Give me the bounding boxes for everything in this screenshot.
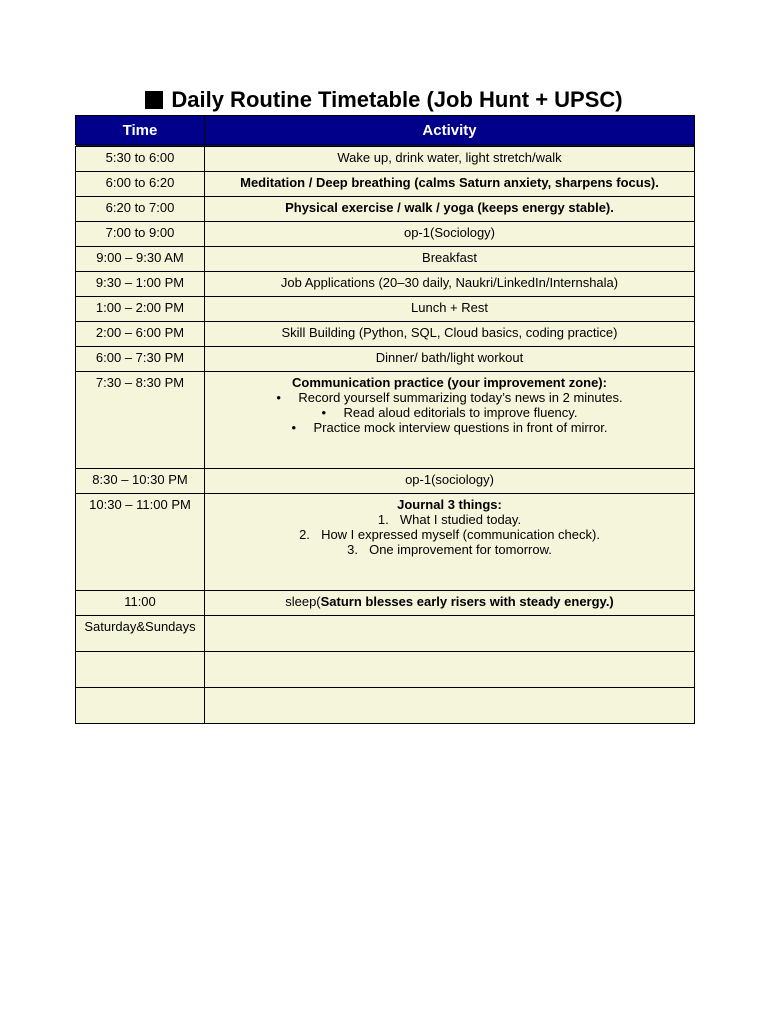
time-cell: 9:30 – 1:00 PM (76, 272, 205, 297)
activity-cell: Physical exercise / walk / yoga (keeps energy stable). (205, 197, 695, 222)
column-header-activity: Activity (205, 116, 695, 146)
table-row (76, 347, 695, 372)
activity-cell: op-1(Sociology) (205, 222, 695, 247)
activity-cell: Wake up, drink water, light stretch/walk (205, 146, 695, 172)
list-item (209, 527, 690, 542)
list-item (209, 542, 690, 557)
time-cell: 2:00 – 6:00 PM (76, 322, 205, 347)
page-title (0, 86, 768, 114)
list-item-text: Practice mock interview questions in front of mirror. (313, 420, 608, 435)
activity-cell (205, 652, 695, 688)
time-cell: 1:00 – 2:00 PM (76, 297, 205, 322)
activity-cell: Meditation / Deep breathing (calms Saturn anxiety, sharpens focus). (205, 172, 695, 197)
bullet-icon: • (321, 405, 327, 420)
list-item (209, 420, 690, 435)
activity-cell: Dinner/ bath/light workout (205, 347, 695, 372)
communication-heading: Communication practice (your improvement zone): (292, 375, 607, 390)
activity-cell: op-1(sociology) (205, 469, 695, 494)
activity-plain-text: sleep( (285, 594, 321, 609)
table-row (76, 222, 695, 247)
list-item-text: What I studied today. (399, 512, 522, 527)
time-cell (76, 688, 205, 724)
time-cell: 5:30 to 6:00 (76, 146, 205, 172)
time-cell: 8:30 – 10:30 PM (76, 469, 205, 494)
time-cell: 6:20 to 7:00 (76, 197, 205, 222)
activity-cell (205, 372, 695, 469)
activity-bold-text: Saturn blesses early risers with steady energy.) (320, 594, 614, 609)
list-item-text: Read aloud editorials to improve fluency. (343, 405, 578, 420)
list-item (209, 390, 690, 405)
time-cell: Saturday&Sundays (76, 616, 205, 652)
list-number: 3. (347, 542, 358, 557)
list-item-text: Record yourself summarizing today’s news in 2 minutes. (298, 390, 623, 405)
activity-cell (205, 494, 695, 591)
table-row (76, 197, 695, 222)
table-header-row (76, 116, 695, 146)
table-row (76, 469, 695, 494)
table-row (76, 272, 695, 297)
activity-cell: Skill Building (Python, SQL, Cloud basics, coding practice) (205, 322, 695, 347)
list-item-text: How I expressed myself (communication check). (321, 527, 600, 542)
black-square-icon (145, 91, 163, 109)
list-item (209, 405, 690, 420)
activity-cell (205, 616, 695, 652)
bullet-icon: • (291, 420, 297, 435)
table-row (76, 616, 695, 652)
table-row (76, 322, 695, 347)
table-row (76, 591, 695, 616)
activity-cell: Job Applications (20–30 daily, Naukri/LinkedIn/Internshala) (205, 272, 695, 297)
table-row (76, 494, 695, 591)
time-cell: 10:30 – 11:00 PM (76, 494, 205, 591)
table-row (76, 247, 695, 272)
table-row (76, 688, 695, 724)
bullet-icon: • (276, 390, 281, 405)
table-row (76, 146, 695, 172)
list-item-text: One improvement for tomorrow. (369, 542, 552, 557)
table-row (76, 372, 695, 469)
list-item (209, 512, 690, 527)
time-cell: 6:00 to 6:20 (76, 172, 205, 197)
time-cell (76, 652, 205, 688)
activity-cell: Breakfast (205, 247, 695, 272)
table-row (76, 297, 695, 322)
time-cell: 11:00 (76, 591, 205, 616)
time-cell: 9:00 – 9:30 AM (76, 247, 205, 272)
timetable (75, 115, 695, 724)
journal-heading: Journal 3 things: (397, 497, 502, 512)
time-cell: 7:00 to 9:00 (76, 222, 205, 247)
column-header-time: Time (76, 116, 205, 146)
activity-cell: Lunch + Rest (205, 297, 695, 322)
activity-cell (205, 591, 695, 616)
table-row (76, 652, 695, 688)
time-cell: 7:30 – 8:30 PM (76, 372, 205, 469)
table-row (76, 172, 695, 197)
time-cell: 6:00 – 7:30 PM (76, 347, 205, 372)
page-title-text: Daily Routine Timetable (Job Hunt + UPSC) (171, 87, 623, 112)
list-number: 2. (299, 527, 310, 542)
list-number: 1. (377, 512, 389, 527)
activity-cell (205, 688, 695, 724)
